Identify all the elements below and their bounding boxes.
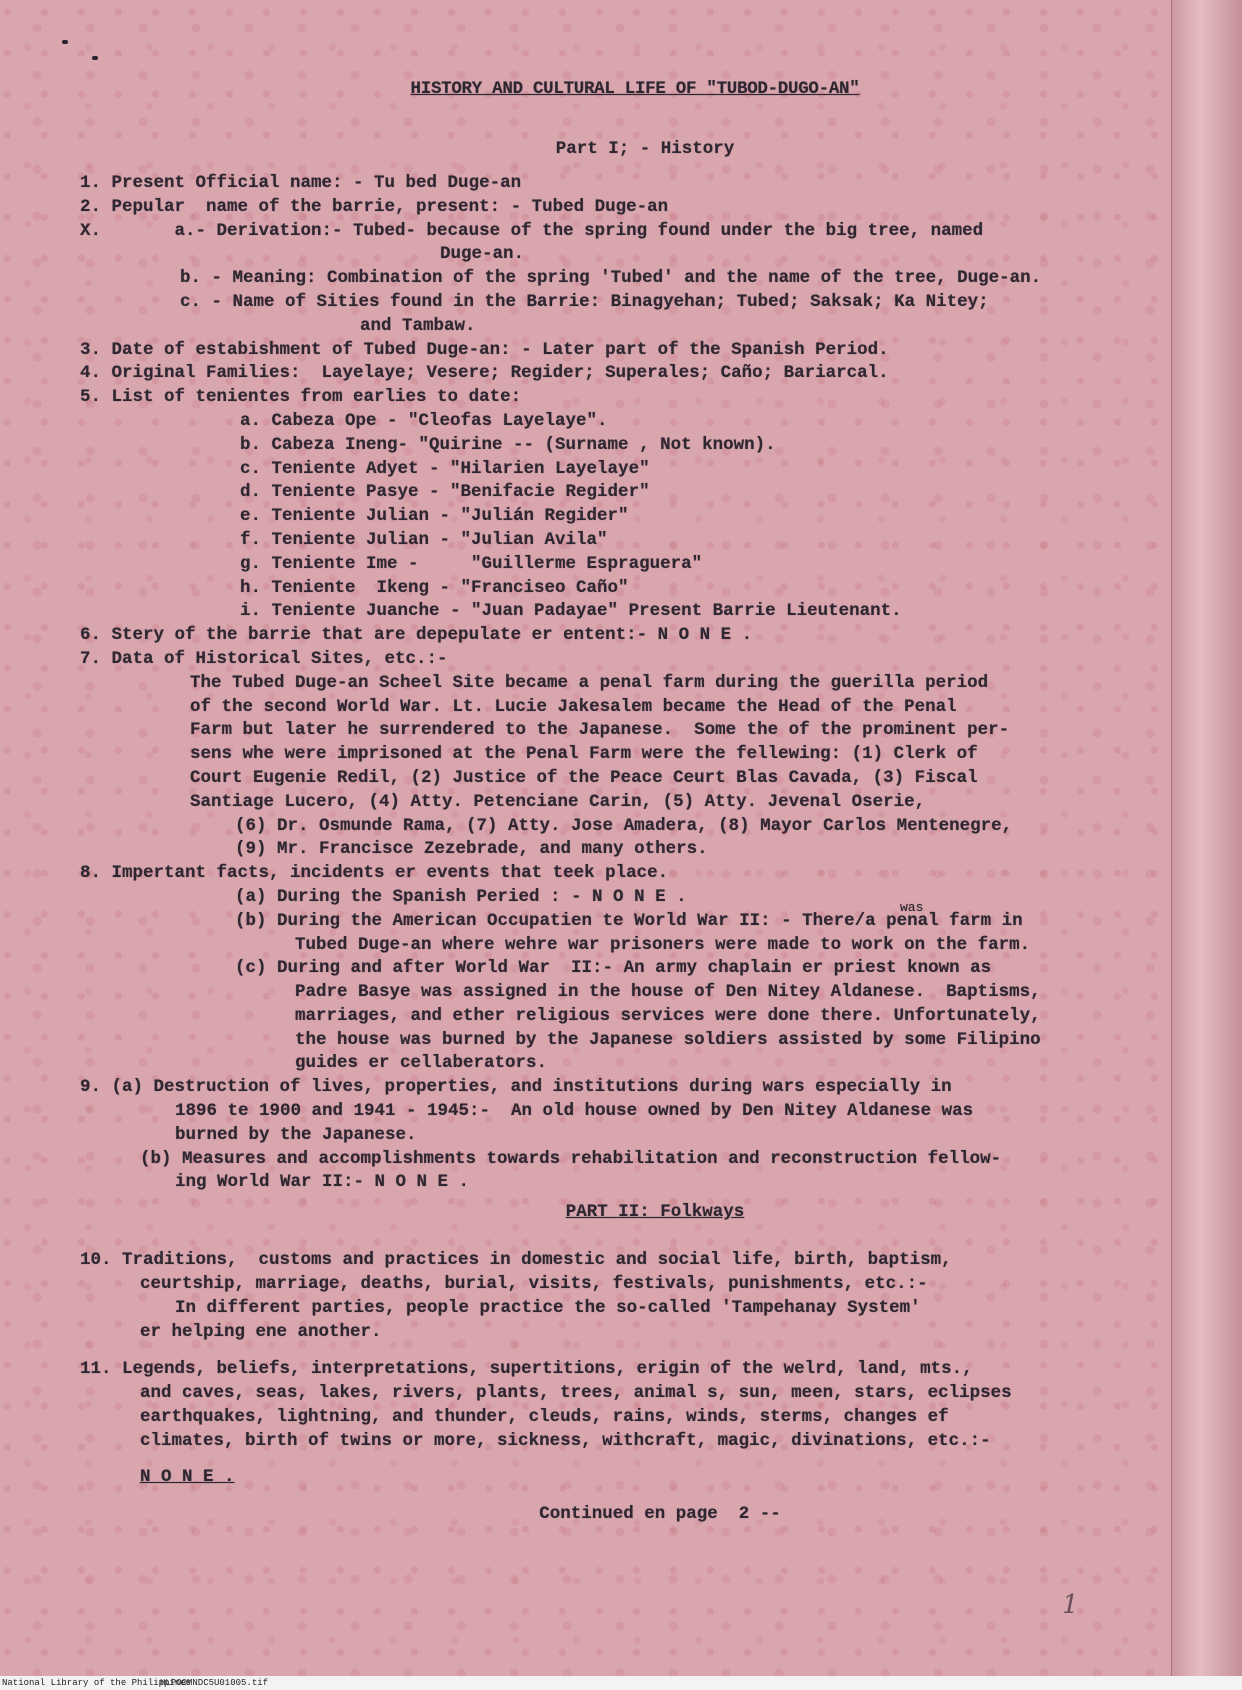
text-line: 5. List of tenientes from earlies to date: <box>80 387 522 408</box>
text-line: 2. Pepular name of the barrie, present: - Tubed Duge-an <box>80 196 669 217</box>
text-line: Court Eugenie Redil, (2) Justice of the Peace Ceurt Blas Cavada, (3) Fiscal <box>190 767 978 788</box>
text-line: Padre Basye was assigned in the house of Den Nitey Aldanese. Baptisms, <box>295 982 1041 1003</box>
handwritten-page-number: 1 <box>1062 1590 1079 1620</box>
text-line: 3. Date of estabishment of Tubed Duge-an: - Later part of the Spanish Period. <box>80 339 889 360</box>
text-line: climates, birth of twins or more, sickness, withcraft, magic, divinations, etc.:- <box>140 1430 991 1451</box>
continued-note: Continued en page 2 -- <box>539 1504 781 1525</box>
text-line: f. Teniente Julian - "Julian Avila" <box>240 529 608 550</box>
text-line: (6) Dr. Osmunde Rama, (7) Atty. Jose Amadera, (8) Mayor Carlos Mentenegre, <box>235 815 1013 836</box>
text-line: 4. Original Families: Layelaye; Vesere; Regider; Superales; Caño; Bariarcal. <box>80 363 889 384</box>
text-line: 8. Impertant facts, incidents er events that teek place. <box>80 863 669 884</box>
traditions-section <box>80 1249 1190 1344</box>
text-line: 1. Present Official name: - Tu bed Duge-an <box>80 173 522 193</box>
text-line: Duge-an. <box>440 244 525 265</box>
text-line: g. Teniente Ime - "Guillerme Espraguera" <box>240 553 703 574</box>
text-line: X. a.- Derivation:- Tubed- because of the spring found under the big tree, named <box>80 220 984 241</box>
text-line: 9. (a) Destruction of lives, properties, and institutions during wars especially in <box>80 1077 952 1098</box>
text-line: In different parties, people practice the so-called 'Tampehanay System' <box>175 1297 921 1318</box>
text-line: b. Cabeza Ineng- "Quirine -- (Surname , Not known). <box>240 434 776 455</box>
text-line: of the second World War. Lt. Lucie Jakesalem became the Head of the Penal <box>190 696 957 717</box>
text-line: Tubed Duge-an where wehre war prisoners were made to work on the farm. <box>295 934 1031 955</box>
text-line: er helping ene another. <box>140 1321 382 1342</box>
legends-section <box>80 1358 1190 1453</box>
text-line: 6. Stery of the barrie that are depepulate er entent:- N O N E . <box>80 625 753 646</box>
archive-footer <box>0 1676 1242 1690</box>
text-line: e. Teniente Julian - "Julián Regider" <box>240 506 629 527</box>
text-line: (b) During the American Occupatien te World War II: - There/a penal farm in <box>235 910 1023 931</box>
text-line: and Tambaw. <box>360 315 476 336</box>
text-line: marriages, and ether religious services were done there. Unfortunately, <box>295 1005 1041 1026</box>
text-line: (b) Measures and accomplishments towards rehabilitation and reconstruction fellow- <box>140 1148 1002 1169</box>
text-line: 10. Traditions, customs and practices in domestic and social life, birth, baptism, <box>80 1250 952 1271</box>
none-answer: N O N E . <box>140 1466 235 1487</box>
part-one-heading: Part I; - History <box>555 139 735 159</box>
typed-content <box>80 78 1190 1527</box>
text-line: sens whe were imprisoned at the Penal Farm were the fellewing: (1) Clerk of <box>190 744 978 765</box>
text-line: h. Teniente Ikeng - "Franciseo Caño" <box>240 577 629 598</box>
text-line: ceurtship, marriage, deaths, burial, visits, festivals, punishments, etc.:- <box>140 1274 928 1295</box>
text-line: a. Cabeza Ope - "Cleofas Layelaye". <box>240 410 608 431</box>
text-line: 11. Legends, beliefs, interpretations, supertitions, erigin of the welrd, land, mts., <box>80 1359 973 1380</box>
text-line: 1896 te 1900 and 1941 - 1945:- An old house owned by Den Nitey Aldanese was <box>175 1101 974 1122</box>
part-two-heading: PART II: Folkways <box>565 1202 745 1223</box>
text-line: (9) Mr. Francisce Zezebrade, and many others. <box>235 839 708 860</box>
text-line: and caves, seas, lakes, rivers, plants, trees, animal s, sun, meen, stars, eclipses <box>140 1383 1012 1404</box>
text-line: (c) During and after World War II:- An army chaplain er priest known as <box>235 958 992 979</box>
text-line: Santiage Lucero, (4) Atty. Petenciane Carin, (5) Atty. Jevenal Oserie, <box>190 791 926 812</box>
text-line: Farm but later he surrendered to the Japanese. Some the of the prominent per- <box>190 720 1010 741</box>
history-section: 1. Present Official name: - Tu bed Duge-an 2. Pepular name of the barrie, present: - Tubed Duge-an X. a.- Derivation:- Tubed- because of the spring found under the big tree, named Duge-an. b. - Meaning: Combination of the spring 'Tubed' and the name of the tree, Duge-an. c. - Name of Sities found in the Barrie: Binagyehan; Tubed; Saksak; Ka Nitey; and Tambaw. 3. Date of estabishment of Tubed Duge-an: - Later part of the Spanish Period. 4. Original Families: Layelaye; Vesere; Regider; Superales; Caño; Bariarcal. 5. List of tenientes from earlies to date: a. Cabeza Ope - "Cleofas Layelaye". b. Cabeza Ineng- "Quirine -- (Surname , Not known). c. Teniente Adyet - "Hilarien Layelaye" d. Teniente Pasye - "Benifacie Regider" e. Teniente Julian - "Julián Regider" f. Teniente Julian - "Julian Avila" g. Teniente Ime - "Guillerme Espraguera" h. Teniente Ikeng - "Franciseo Caño" i. Teniente Juanche - "Juan Padayae" Present Barrie Lieutenant. 6. Stery of the barrie that are depepulate er entent:- N O N E . 7. Data of Historical Sites, etc.:- The Tubed Duge-an Scheel Site became a penal farm during the guerilla period of the second World War. Lt. Lucie Jakesalem became the Head of the Penal Farm but later he surrendered to the Japanese. Some the of the prominent per- sens whe were imprisoned at the Penal Farm were the fellewing: (1) Clerk of Court Eugenie Redil, (2) Justice of the Peace Ceurt Blas Cavada, (3) Fiscal Santiage Lucero, (4) Atty. Petenciane Carin, (5) Atty. Jevenal Oserie, (6) Dr. Osmunde Rama, (7) Atty. Jose Amadera, (8) Mayor Carlos Mentenegre, (9) Mr. Francisce Zezebrade, and many others. 8. Impertant facts, incidents er events that teek place. (a) During the Spanish Peried : - N O N E . (b) During the American Occupatien te World War II: - There/a penal farm in was Tubed Duge-an where wehre war prisoners were made to work on the farm. (c) During and after World War II:- An army chaplain er priest known as Padre Basye was assigned in the house of Den Nitey Aldanese. Baptisms, marriages, and ether religious services were done there. Unfortunately, the house was burned by the Japanese soldiers assisted by some Filipino guides er cellaberators. 9. (a) Destruction of lives, properties, and institutions during wars especially in 1896 te 1900 and 1941 - 1945:- An old house owned by Den Nitey Aldanese was burned by the Japanese. (b) Measures and accomplishments towards rehabilitation and reconstruction fellow- ing World War II:- N O N E . <box>80 172 1190 1195</box>
footer-source: National Library of the Philippines <box>2 1678 192 1688</box>
text-line: 7. Data of Historical Sites, etc.:- <box>80 648 448 669</box>
document-title: HISTORY AND CULTURAL LIFE OF "TUBOD-DUGO-AN" <box>410 79 860 99</box>
text-line: earthquakes, lightning, and thunder, cleuds, rains, winds, sterms, changes ef <box>140 1407 949 1428</box>
text-line: The Tubed Duge-an Scheel Site became a penal farm during the guerilla period <box>190 672 989 693</box>
text-line: d. Teniente Pasye - "Benifacie Regider" <box>240 482 650 503</box>
text-line: burned by the Japanese. <box>175 1124 417 1145</box>
text-line: c. Teniente Adyet - "Hilarien Layelaye" <box>240 458 650 479</box>
text-line: i. Teniente Juanche - "Juan Padayae" Present Barrie Lieutenant. <box>240 601 902 622</box>
text-line: ing World War II:- N O N E . <box>175 1172 470 1193</box>
punch-marks <box>62 40 122 70</box>
text-line: guides er cellaberators. <box>295 1053 548 1074</box>
footer-filename: HLPOOMNDC5U01005.tif <box>160 1678 269 1688</box>
text-line: c. - Name of Sities found in the Barrie: Binagyehan; Tubed; Saksak; Ka Nitey; <box>180 291 989 312</box>
text-line: b. - Meaning: Combination of the spring 'Tubed' and the name of the tree, Duge-an. <box>180 268 1042 289</box>
text-line: the house was burned by the Japanese soldiers assisted by some Filipino <box>295 1029 1041 1050</box>
text-line: (a) During the Spanish Peried : - N O N E . <box>235 886 687 907</box>
